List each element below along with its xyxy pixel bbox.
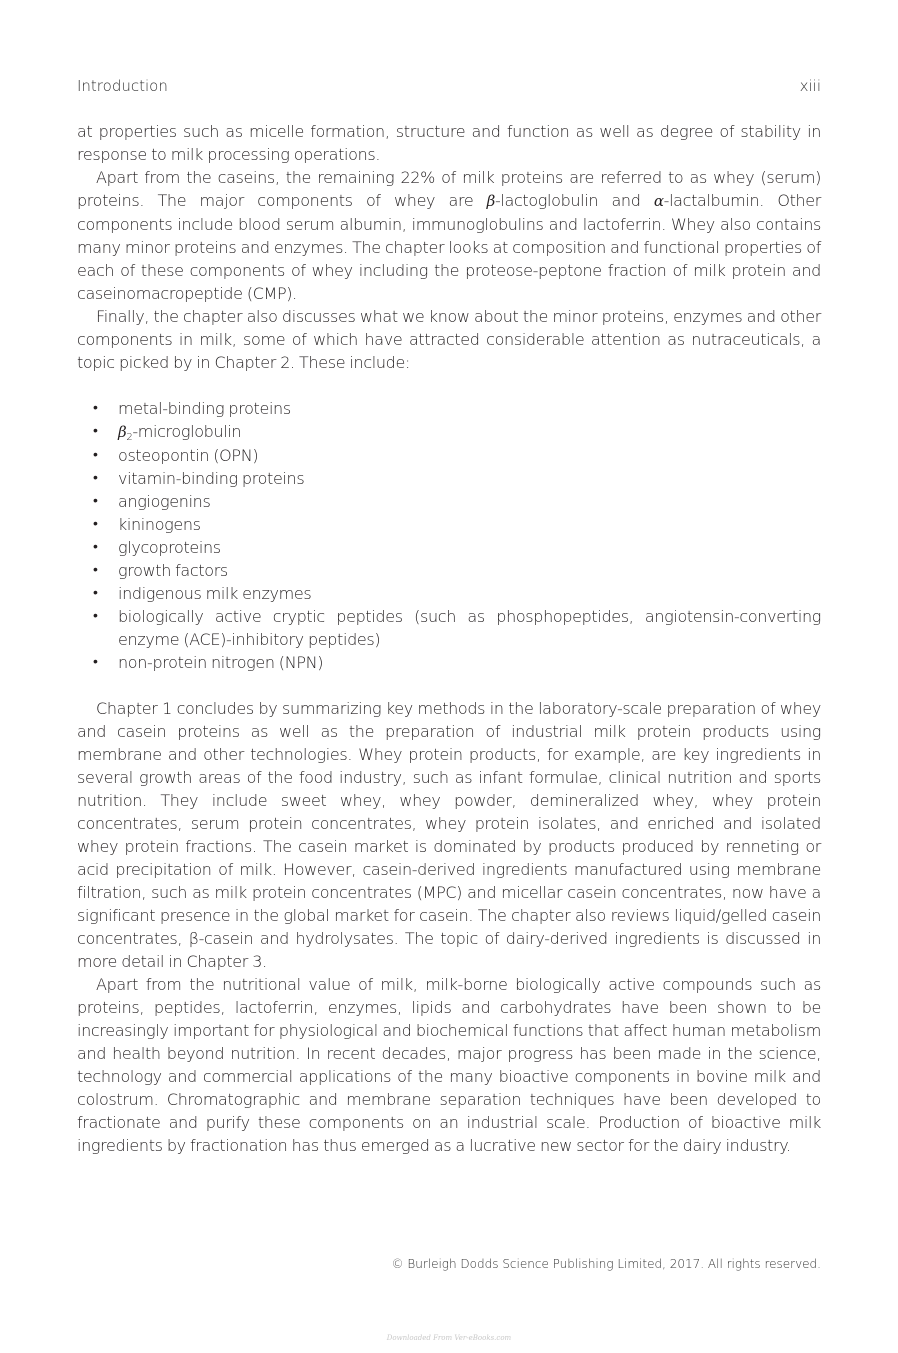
list-item-text: vitamin-binding proteins [118, 469, 305, 488]
bullet-icon: • [93, 654, 98, 670]
bullet-icon: • [93, 447, 98, 463]
minor-components-list [77, 397, 821, 674]
beta-symbol: β [118, 423, 127, 441]
list-item-text: osteopontin (OPN) [118, 446, 259, 465]
list-item-text: biologically active cryptic peptides (such as phosphopeptides, angiotensin-converting enzyme (ACE)-inhibitory peptides) [118, 607, 821, 649]
download-watermark: Downloaded From Ver-eBooks.com [386, 1334, 512, 1342]
bullet-icon: • [93, 516, 98, 532]
bullet-icon: • [93, 493, 98, 509]
list-item [77, 605, 821, 651]
copyright-notice: © Burleigh Dodds Science Publishing Limited, 2017. All rights reserved. [391, 1257, 821, 1271]
bullet-icon: • [93, 470, 98, 486]
list-item-text: non-protein nitrogen (NPN) [118, 653, 324, 672]
list-item [77, 444, 821, 467]
list-item [77, 490, 821, 513]
list-item-text: kininogens [118, 515, 201, 534]
paragraph-2-part-a: Apart from the caseins, the remaining 22% of milk proteins are referred to as whey (serum) proteins. The major components of whey are [77, 168, 821, 210]
list-item [77, 559, 821, 582]
bullet-icon: • [93, 608, 98, 624]
bullet-icon: • [93, 562, 98, 578]
list-item [77, 651, 821, 674]
bullet-icon: • [93, 400, 98, 416]
list-item [77, 582, 821, 605]
list-item [77, 536, 821, 559]
paragraph-2-part-c: -lactalbumin. Other components include blood serum albumin, immunoglobulins and lactoferrin. Whey also contains many minor proteins and enzymes. The chapter looks at composition and functional properties of each of these components of whey including the proteose-peptone fraction of milk protein and caseinomacropeptide (CMP). [77, 191, 822, 303]
list-item-text: indigenous milk enzymes [118, 584, 312, 603]
running-head-title: Introduction [77, 77, 168, 95]
paragraph-2 [77, 166, 821, 305]
beta-symbol: β [486, 192, 495, 210]
list-item-text: glycoproteins [118, 538, 221, 557]
page-body [77, 120, 821, 1157]
list-item-text: angiogenins [118, 492, 211, 511]
paragraph-2-part-b: -lactoglobulin and [495, 191, 654, 210]
paragraph-3: Finally, the chapter also discusses what we know about the minor proteins, enzymes and other components in milk, some of which have attracted considerable attention as nutraceuticals, a topic picked by in Chapter 2. These include: [77, 307, 821, 372]
list-item [77, 420, 821, 444]
paragraph-1: at properties such as micelle formation, structure and function as well as degree of stability in response to milk processing operations. [77, 122, 821, 164]
list-item-text: growth factors [118, 561, 228, 580]
list-item-text: -microglobulin [132, 422, 242, 441]
running-head [77, 77, 821, 99]
paragraph-4: Chapter 1 concludes by summarizing key methods in the laboratory-scale preparation of whey and casein proteins as well as the preparation of industrial milk protein products using membrane and other technologies. Whey protein products, for example, are key ingredients in several growth areas of the food industry, such as infant formulae, clinical nutrition and sports nutrition. They include sweet whey, whey powder, demineralized whey, whey protein concentrates, serum protein concentrates, whey protein isolates, and enriched and isolated whey protein fractions. The casein market is dominated by products produced by renneting or acid precipitation of milk. However, casein-derived ingredients manufactured using membrane filtration, such as milk protein concentrates (MPC) and micellar casein concentrates, now have a significant presence in the global market for casein. The chapter also reviews liquid/gelled casein concentrates, β-casein and hydrolysates. The topic of dairy-derived ingredients is discussed in more detail in Chapter 3. [77, 699, 821, 971]
subscript: 2 [126, 432, 133, 443]
bullet-icon: • [93, 539, 98, 555]
page-number: xiii [799, 77, 821, 95]
paragraph-5: Apart from the nutritional value of milk, milk-borne biologically active compounds such as proteins, peptides, lactoferrin, enzymes, lipids and carbohydrates have been shown to be increasingly important for physiological and biochemical functions that affect human metabolism and health beyond nutrition. In recent decades, major progress has been made in the science, technology and commercial applications of the many bioactive components in bovine milk and colostrum. Chromatographic and membrane separation techniques have been developed to fractionate and purify these components on an industrial scale. Production of bioactive milk ingredients by fractionation has thus emerged as a lucrative new sector for the dairy industry. [77, 975, 821, 1155]
list-item [77, 513, 821, 536]
bullet-icon: • [93, 585, 98, 601]
list-item [77, 397, 821, 420]
list-item-text: metal-binding proteins [118, 399, 291, 418]
list-item [77, 467, 821, 490]
bullet-icon: • [93, 423, 98, 439]
alpha-symbol: α [653, 192, 664, 210]
